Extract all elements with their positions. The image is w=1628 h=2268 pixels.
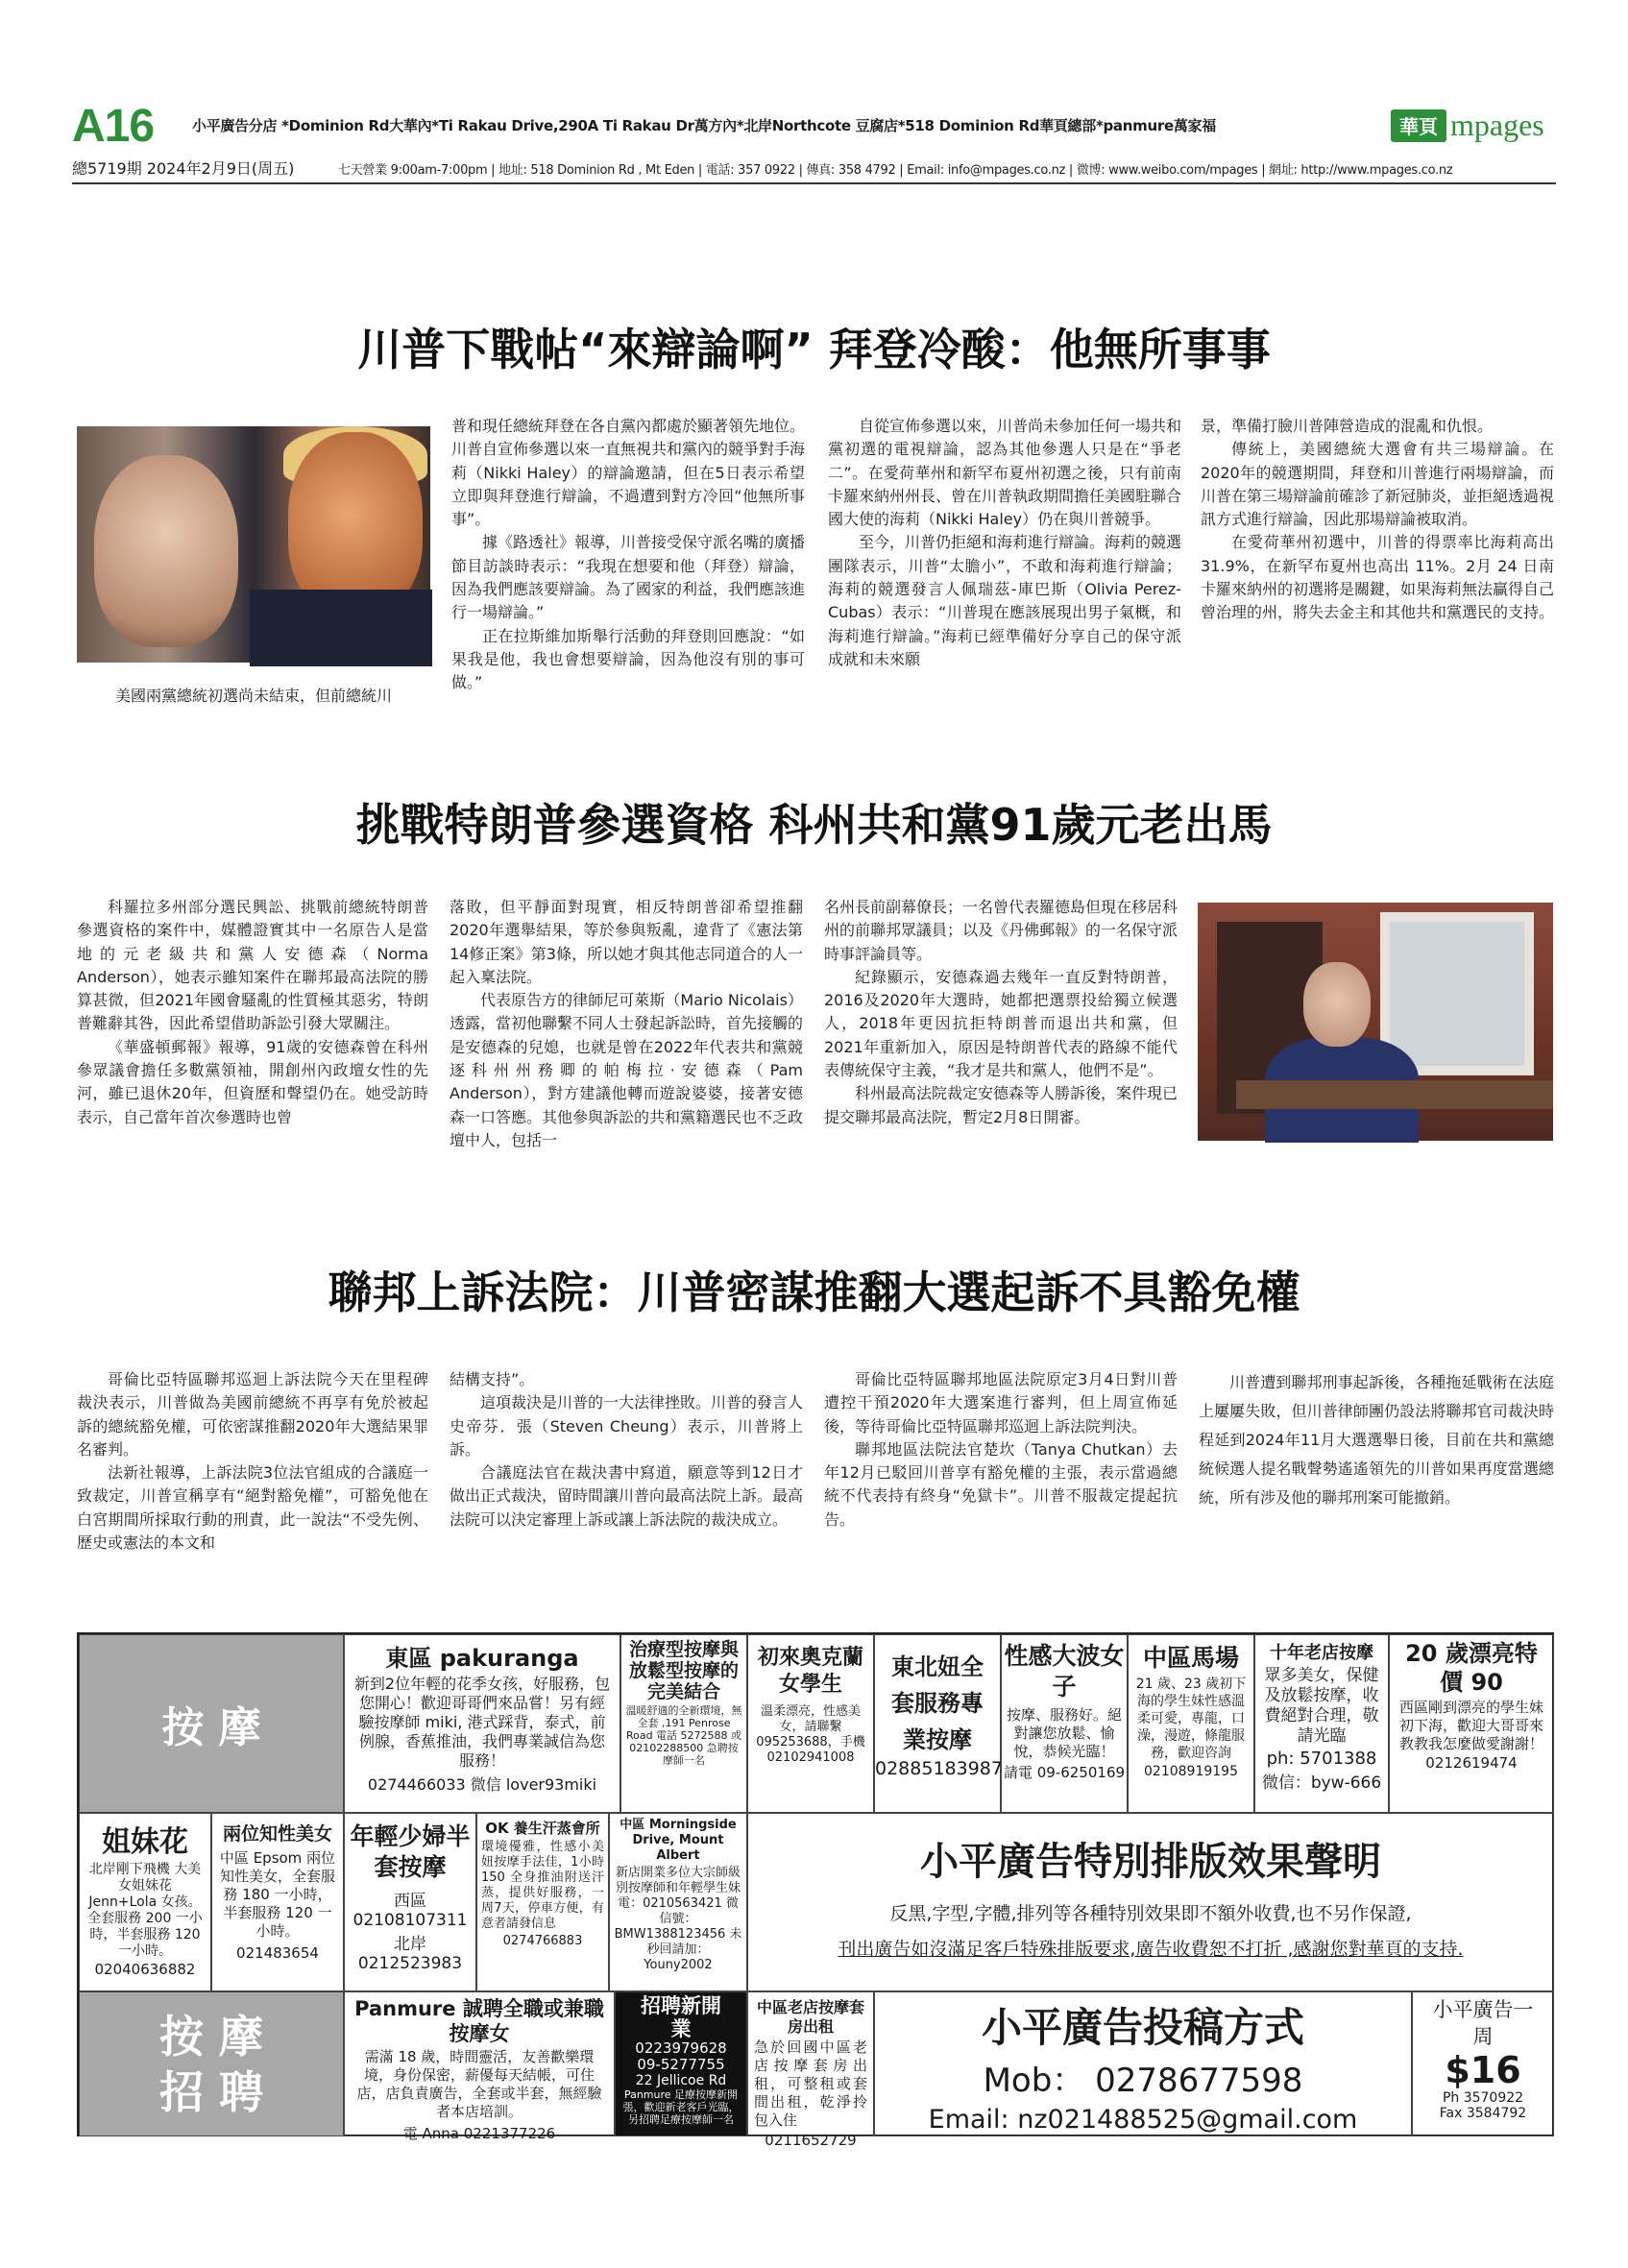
anderson-photo xyxy=(1198,903,1553,1141)
ad-phone: 0274466033 微信 lover93miki xyxy=(367,1775,597,1794)
paragraph: 《華盛頓郵報》報導，91歲的安德森曾在科州參眾議會擔任多數黨領袖，開創州內政壇女性的先河，雖已退休20年，但資歷和聲望仍在。她受訪時表示，自己當年首次參選時也曾 xyxy=(77,1037,428,1126)
page-number: A16 xyxy=(72,101,155,152)
article2-col2 xyxy=(450,896,803,1152)
trump-suit xyxy=(250,590,432,666)
paragraph: 景，準備打臉川普陣營造成的混亂和仇恨。 xyxy=(1201,417,1494,435)
ad-body: 中區 Epsom 兩位知性美女，全套服務 180 一小時，半套服務 120 一小時。 xyxy=(219,1849,336,1940)
ad-body: Panmure 足療按摩新開張，歡迎新老客戶光臨，另招聘足療按摩師一名 xyxy=(622,2088,740,2126)
ad-address: 22 Jellicoe Rd xyxy=(635,2073,727,2088)
ad-phone: 0211652729 xyxy=(765,2132,857,2149)
paragraph: 結構支持”。 xyxy=(450,1370,535,1388)
ad-ten-year[interactable] xyxy=(1254,1634,1389,1813)
article3-col3 xyxy=(824,1368,1178,1532)
price-value: $16 xyxy=(1445,2049,1521,2091)
ad-body: 環境優雅，性感小美妞按摩手法佳，1小時 150 全身推油附送汗蒸，提供好服務，一周7天，停車方便，有意者請發信息 xyxy=(481,1840,604,1931)
paragraph: 合議庭法官在裁決書中寫道，願意等到12日才做出正式裁決，留時間讓川普向最高法院上訴。最高法院可以決定審理上訴或讓上訴法院的裁決成立。 xyxy=(450,1463,804,1529)
price-title: 小平廣告一周 xyxy=(1432,1998,1534,2048)
headline-2: 挑戰特朗普參選資格 科州共和黨91歲元老出馬 xyxy=(355,799,1273,851)
ad-body: 溫暖舒適的全新環境，無全套 ,191 Penrose Road 電話 5272588 或 02102288500 急聘按摩師一名 xyxy=(625,1704,742,1767)
ad-phone: 0212619474 xyxy=(1425,1754,1518,1772)
notice-line: 刊出廣告如沒滿足客戶特殊排版要求,廣告收費恕不打折 ,感謝您對華頁的支持. xyxy=(838,1939,1464,1960)
ad-title: 姐妹花 xyxy=(102,1825,188,1859)
article1-col1 xyxy=(451,415,805,695)
article3-col1 xyxy=(77,1368,428,1555)
ad-body: 北岸剛下飛機 大美女姐妹花 Jenn+Lola 女孩。全套服務 200 一小時，半套服務 120 一小時。 xyxy=(87,1862,203,1959)
ad-ok-spa[interactable] xyxy=(476,1813,609,1991)
paragraph: 川普遭到聯邦刑事起訴後，各種拖延戰術在法庭上屢屢失敗，但川普律師團仍設法將聯邦官司裁決時程延到2024年11月大選選舉日後，目前在共和黨總統候選人提名戰聲勢遙遙領先的川普如果再度當選總統，所有涉及他的聯邦刑案可能撤銷。 xyxy=(1199,1373,1554,1507)
logo-text: mpages xyxy=(1450,108,1544,142)
ad-pakuranga[interactable] xyxy=(344,1634,620,1813)
ad-title: 性感大波女子 xyxy=(1004,1642,1125,1701)
ad-morningside[interactable] xyxy=(609,1813,747,1991)
article1-col3 xyxy=(1201,415,1554,625)
paragraph: 普和現任總統拜登在各自黨內都處於顯著領先地位。川普自宣佈參選以來一直無視共和黨內的競爭對手海莉（Nikki Haley）的辯論邀請，但在5日表示希望立即與拜登進行辯論，不過遭到對方冷回“他無所事事”。 xyxy=(451,417,806,529)
ad-area: 北岸 xyxy=(394,1935,426,1954)
paragraph: 紀錄顯示，安德森過去幾年一直反對特朗普，2016及2020年大選時，她都把選票投給獨立候選人，2018年更因抗拒特朗普而退出共和黨，但2021年重新加入，原因是特朗普代表的路線不能代表傳統保守主義，“我才是共和黨人，他們不是”。 xyxy=(824,967,1178,1080)
paragraph: 自從宣佈參選以來，川普尚未參加任何一場共和黨初選的電視辯論，認為其他參選人只是在“爭老二”。在愛荷華州和新罕布夏州初選之後，只有前南卡羅來納州州長、曾在川普執政期間擔任美國駐聯合國大使的海莉（Nikki Haley）仍在與川普競爭。 xyxy=(828,417,1182,529)
ad-phone: ph: 5701388 xyxy=(1266,1749,1377,1769)
paragraph: 這項裁決是川普的一大法律挫敗。川普的發言人史帝芬．張（Steven Cheung）表示，川普將上訴。 xyxy=(450,1393,804,1459)
ad-price xyxy=(1412,1991,1554,2136)
notice-line: 反黑,字型,字體,排列等各種特別效果即不額外收費,也不另作保證, xyxy=(889,1903,1412,1924)
price-fax: Fax 3584792 xyxy=(1439,2106,1527,2121)
ad-body: 眾多美女，保健及放鬆按摩，收費絕對合理，敬請光臨 xyxy=(1264,1666,1379,1746)
ad-hiring[interactable] xyxy=(615,1991,747,2136)
ad-sisters[interactable] xyxy=(79,1813,211,1991)
ad-title: 兩位知性美女 xyxy=(222,1823,332,1845)
ad-central-mahang[interactable] xyxy=(1128,1634,1254,1813)
submit-mobile: Mob： 0278677598 xyxy=(983,2062,1303,2100)
ad-title: 年輕少婦半套按摩 xyxy=(350,1822,471,1881)
paragraph: 科州最高法院裁定安德森等人勝訴後，案件現已提交聯邦最高法院，暫定2月8日開審。 xyxy=(824,1084,1178,1126)
trump-face xyxy=(288,432,423,615)
paragraph: 哥倫比亞特區聯邦巡迴上訴法院今天在里程碑裁決表示，川普做為美國前總統不再享有免於被起訴的總統豁免權，可依密謀推翻2020年大選結果罪名審判。 xyxy=(77,1370,428,1459)
branch-list: 小平廣告分店 *Dominion Rd大華內*Ti Rakau Drive,290A Ti Rakau Dr萬方內*北岸Northcote 豆腐店*518 Dominion Rd華頁總部*panmure萬家福 xyxy=(192,117,1216,134)
ad-twenty[interactable] xyxy=(1389,1634,1554,1813)
biden-face xyxy=(94,455,238,647)
paragraph: 傳統上，美國總統大選會有共三場辯論。在2020年的競選期間，拜登和川普進行兩場辯論，而川普在第三場辯論前確診了新冠肺炎，並拒絕透過視訊方式進行辯論，因此那場辯論被取消。 xyxy=(1201,440,1555,529)
biden-trump-photo xyxy=(77,426,430,663)
paragraph: 科羅拉多州部分選民興訟、挑戰前總統特朗普參選資格的案件中，媒體證實其中一名原告人是當地的元老級共和黨人安德森（Norma Anderson），她表示雖知案件在聯邦最高法院的勝算甚微，但2021年國會騷亂的性質極其惡劣，特朗普難辭其咎，因此希望借助訴訟引發大眾關注。 xyxy=(77,898,428,1033)
article3-col2 xyxy=(450,1368,803,1532)
ad-body: 按摩、服務好。絕對讓您放鬆、愉悅，恭候光臨！ xyxy=(1006,1706,1122,1760)
section-label-massage: 按 摩 xyxy=(79,1634,344,1813)
paragraph: 聯邦地區法院法官楚坎（Tanya Chutkan）去年12月已駁回川普享有豁免權的主張，表示當過總統不代表持有終身“免獄卡”。川普不服裁定提起抗告。 xyxy=(824,1439,1178,1529)
article1-col2 xyxy=(828,415,1181,671)
headline-1: 川普下戰帖“來辯論啊” 拜登冷酸：他無所事事 xyxy=(357,324,1271,375)
ad-sexy[interactable] xyxy=(1001,1634,1128,1813)
ad-old-shop[interactable] xyxy=(747,1991,874,2149)
photo-caption-1: 美國兩黨總統初選尚未結束，但前總統川 xyxy=(115,687,393,705)
ad-submit[interactable] xyxy=(874,1991,1412,2136)
ad-title: 招聘新開業 xyxy=(641,1994,721,2040)
ad-title: OK 養生汗蒸會所 xyxy=(485,1820,600,1837)
ad-title: Panmure 誠聘全職或兼職按摩女 xyxy=(354,1997,604,2045)
ad-body: 西區剛到漂亮的學生妹初下海，歡迎大哥哥來教教我怎麼做愛謝謝！ xyxy=(1398,1699,1543,1752)
ad-therapy[interactable] xyxy=(620,1634,747,1813)
article2-col3 xyxy=(824,896,1178,1129)
ad-phone: 02108919195 xyxy=(1144,1764,1238,1779)
submit-email: Email: nz021488525@gmail.com xyxy=(928,2105,1358,2135)
ad-body: 新店開業多位大宗師級別按摩師和年輕學生妹電：0210563421 微信號：BMW1388123456 未秒回請加：Youny2002 xyxy=(614,1866,742,1972)
ad-young[interactable] xyxy=(344,1813,476,1991)
ad-area: 西區 xyxy=(394,1892,426,1911)
paragraph: 據《路透社》報導，川普接受保守派名嘴的廣播節目訪談時表示：“我現在想要和他（拜登）辯論，因為我們應該要辯論。為了國家的利益，我們應該進行一場辯論。” xyxy=(451,533,806,622)
ad-phone: 請電 09-6250169 xyxy=(1003,1764,1126,1781)
ad-phone: 0223979628 xyxy=(635,2039,727,2057)
ad-title: 中區老店按摩套房出租 xyxy=(756,1998,864,2036)
ad-phone: 02040636882 xyxy=(94,1961,196,1978)
ad-phone: 0274766883 xyxy=(502,1934,583,1948)
ad-eastniu[interactable] xyxy=(874,1634,1001,1813)
ad-body: 急於回國中區老店按摩套房出租，可整租或套間出租，乾淨拎包入住 xyxy=(754,2039,867,2129)
article2-col1 xyxy=(77,896,428,1129)
paragraph: 哥倫比亞特區聯邦地區法院原定3月4日對川普遭控干預2020年大選案進行審判，但上周宣佈延後，等待哥倫比亞特區聯邦巡迴上訴法院判決。 xyxy=(824,1370,1178,1436)
ad-body: 21 歲、23 歲初下海的學生妹性感溫柔可愛，專龍，口澡，漫遊，條龍服務，歡迎咨詢 xyxy=(1135,1677,1247,1761)
ad-title: 治療型按摩與放鬆型按摩的完美結合 xyxy=(628,1639,739,1702)
notice-title: 小平廣告特別排版效果聲明 xyxy=(920,1840,1381,1884)
mpages-logo[interactable] xyxy=(1391,108,1544,143)
ad-intellectual[interactable] xyxy=(211,1813,344,1991)
headline-3: 聯邦上訴法院：川普密謀推翻大選起訴不具豁免權 xyxy=(328,1267,1300,1318)
ad-title: 十年老店按摩 xyxy=(1270,1643,1373,1663)
ad-notice xyxy=(747,1813,1554,1991)
paragraph: 名州長前副幕僚長；一名曾代表羅德島但現在移居科州的前聯邦眾議員；以及《丹佛郵報》的一名保守派時事評論員等。 xyxy=(824,898,1178,963)
ad-phone: 02108107311 xyxy=(352,1911,468,1930)
ad-phone: 021483654 xyxy=(236,1944,319,1962)
railing xyxy=(1236,1080,1553,1109)
paragraph: 至今，川普仍拒絕和海莉進行辯論。海莉的競選團隊表示，川普“太膽小”，不敢和海莉進行辯論；海莉的競選發言人佩瑞茲-庫巴斯（Olivia Perez-Cubas）表示：“川普現在應該展現出男子氣概，和海莉進行辯論。”海莉已經準備好分享自己的保守派成就和未來願 xyxy=(828,533,1182,668)
ad-phone: 09-5277755 xyxy=(637,2056,725,2073)
paragraph: 落敗，但平靜面對現實，相反特朗普卻希望推翻2020年選舉結果，等於參與叛亂，違背了《憲法第14修正案》第3條，所以她才與其他志同道合的人一起入稟法院。 xyxy=(450,898,803,986)
ad-panmure[interactable] xyxy=(344,1991,615,2142)
ad-title: 20 歲漂亮特價 90 xyxy=(1405,1640,1538,1696)
logo-mark: 華頁 xyxy=(1391,109,1446,142)
woman-face xyxy=(1303,962,1371,1047)
issue-date: 總5719期 2024年2月9日(周五) xyxy=(72,159,295,178)
paragraph: 代表原告方的律師尼可萊斯（Mario Nicolais）透露，當初他聯繫不同人士發起訴訟時，首先接觸的是安德森的兒媳，也就是曾在2022年代表共和黨競逐科州州務卿的帕梅拉·安德森（Pam Anderson），對方建議他轉而遊說婆婆，接著安德森一口答應。其他參與訴訟的共和黨籍選民也不乏政壇中人，包括一 xyxy=(450,991,804,1149)
ad-title: 中區馬場 xyxy=(1142,1644,1239,1672)
classified-ads xyxy=(77,1632,1554,2149)
ad-newcomer[interactable] xyxy=(747,1634,874,1813)
ad-body: 溫柔漂亮，性感美女，請聯繫 095253688，手機 02102941008 xyxy=(756,1704,865,1765)
ad-title: 中區 Morningside Drive, Mount Albert xyxy=(620,1818,737,1863)
ad-body: 新到2位年輕的花季女孩，好服務，包您開心！歡迎哥哥們來品嘗！另有經驗按摩師 miki, 港式踩背，泰式，前例腺，香蕉推油，我們專業誠信為您服務！ xyxy=(353,1675,611,1770)
ad-title: 東區 pakuranga xyxy=(385,1645,579,1672)
ad-title: 東北妞全套服務專業按摩 xyxy=(891,1653,984,1753)
ad-phone: 電 Anna 0221377226 xyxy=(402,2125,556,2142)
ad-body: 需滿 18 歲，時間靈活，友善歡樂環境，身份保密，薪優每天結帳，可住店，店負責廣告，全套或半套，無經驗者本店培訓。 xyxy=(356,2048,602,2120)
price-phone: Ph 3570922 xyxy=(1442,2090,1524,2106)
ad-wechat: 微信：byw-666 xyxy=(1261,1773,1382,1793)
contact-bar: 七天營業 9:00am-7:00pm | 地址: 518 Dominion Rd , Mt Eden | 電話: 357 0922 | 傳真: 358 4792 | Email: info@mpages.co.nz | 微博: www.weibo.com/mpages | 網址: http://www.mpages.co.nz xyxy=(338,163,1453,178)
paragraph: 在愛荷華州初選中，川普的得票率比海莉高出 31.9%，在新罕布夏州也高出 11%。2月 24 日南卡羅來納州的初選將是關鍵，如果海莉無法贏得自己曾治理的州，將失去金主和其他共和黨選民的支持。 xyxy=(1201,533,1555,622)
article3-col4 xyxy=(1199,1368,1554,1512)
paragraph: 正在拉斯維加斯舉行活動的拜登則回應說：“如果我是他，我也會想要辯論，因為他沒有別的事可做。” xyxy=(451,626,805,692)
paragraph: 法新社報導，上訴法院3位法官組成的合議庭一致裁定，川普宣稱享有“絕對豁免權”，可豁免他在白宮期間所採取行動的刑責，此一說法“不受先例、歷史或憲法的本文和 xyxy=(77,1463,428,1553)
ad-phone: 0212523983 xyxy=(357,1954,463,1973)
ad-title: 初來奧克蘭女學生 xyxy=(757,1646,863,1697)
ad-phone: 02885183987 xyxy=(875,1758,1003,1779)
section-label-recruit: 按 摩 招 聘 xyxy=(79,1991,344,2136)
submit-title: 小平廣告投稿方式 xyxy=(981,2004,1304,2051)
header-rule xyxy=(72,182,1556,184)
